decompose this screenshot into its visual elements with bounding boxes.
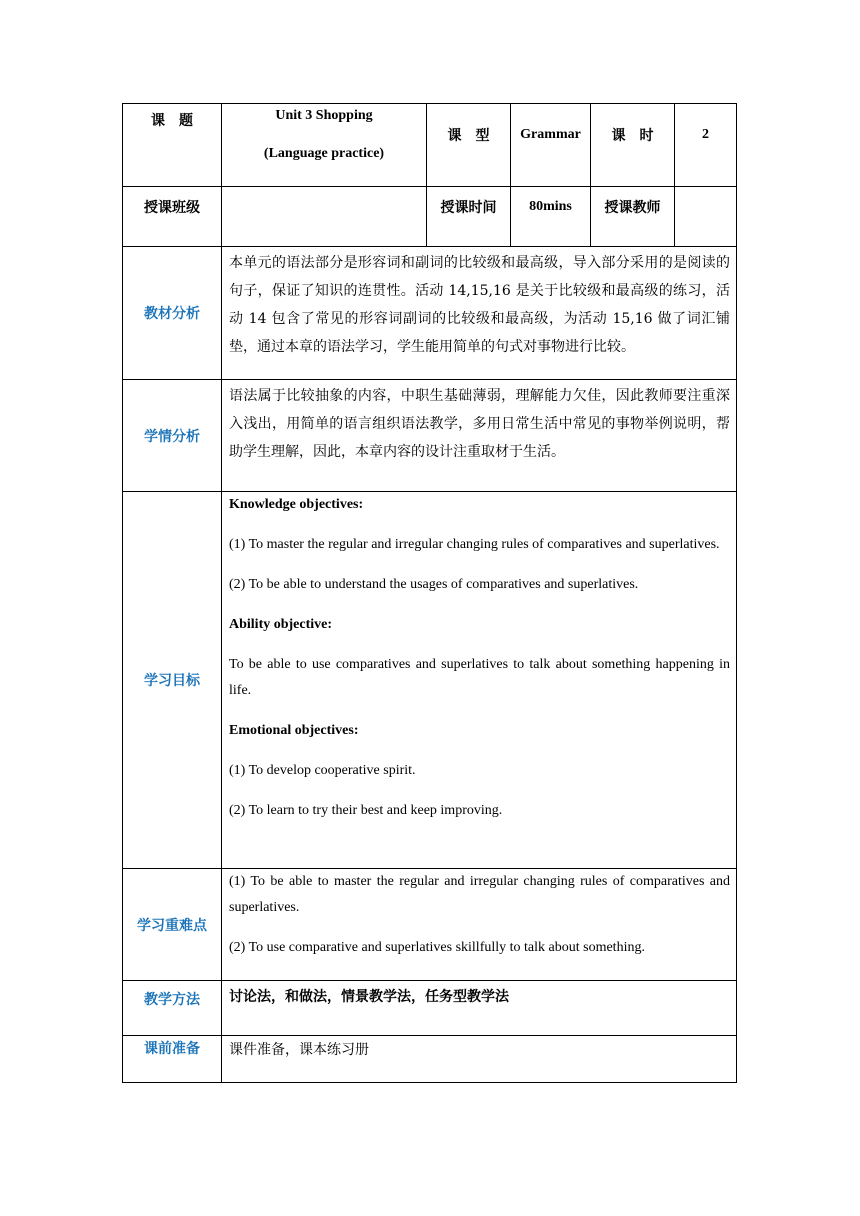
- period-label: 课 时: [611, 129, 654, 144]
- material-label: 教材分析: [144, 307, 200, 322]
- key-points-label-cell: [123, 869, 222, 981]
- emotional-heading: Emotional objectives:: [229, 723, 359, 738]
- class-label: 授课班级: [144, 201, 200, 216]
- ability-item-1: To be able to use comparatives and superlatives to talk about something happening in life.: [229, 657, 730, 698]
- material-text-cell: [222, 247, 737, 380]
- material-row: [123, 247, 737, 380]
- knowledge-item-2: (2) To be able to understand the usages of comparatives and superlatives.: [229, 577, 639, 592]
- key-points-label: 学习重难点: [137, 918, 207, 934]
- period-value: 2: [702, 127, 709, 142]
- lesson-title-line1: Unit 3 Shopping: [275, 108, 373, 123]
- type-label-cell: [427, 104, 511, 187]
- class-label-cell: [123, 187, 222, 247]
- period-label-cell: [591, 104, 675, 187]
- topic-label: 课 题: [151, 114, 193, 129]
- key-points-row: [123, 869, 737, 981]
- students-text: 语法属于比较抽象的内容，中职生基础薄弱，理解能力欠佳，因此教师要注重深入浅出，用简单的语言组织语法教学，多用日常生活中常见的事物举例说明，帮助学生理解，因此，本章内容的设计注重取材于生活。: [229, 388, 730, 460]
- teacher-value-cell: [675, 187, 737, 247]
- key-points-text-cell: [222, 869, 737, 981]
- class-value-cell: [222, 187, 427, 247]
- key-point-2: (2) To use comparative and superlatives skillfully to talk about something.: [229, 940, 645, 955]
- type-value-cell: [511, 104, 591, 187]
- emotional-item-2: (2) To learn to try their best and keep improving.: [229, 803, 503, 818]
- preparation-label-cell: [123, 1036, 222, 1083]
- type-value: Grammar: [520, 127, 581, 142]
- methods-row: [123, 981, 737, 1036]
- topic-label-cell: [123, 104, 222, 187]
- time-label: 授课时间: [440, 201, 497, 216]
- objectives-row: [123, 492, 737, 869]
- time-value-cell: [511, 187, 591, 247]
- objectives-label-cell: [123, 492, 222, 869]
- time-label-cell: [427, 187, 511, 247]
- preparation-text: 课件准备，课本练习册: [229, 1042, 369, 1058]
- methods-label-cell: [123, 981, 222, 1036]
- class-row: [123, 187, 737, 247]
- knowledge-item-1: (1) To master the regular and irregular changing rules of comparatives and superlatives.: [229, 537, 720, 552]
- preparation-text-cell: [222, 1036, 737, 1083]
- time-value: 80mins: [529, 199, 572, 214]
- teacher-label: 授课教师: [604, 201, 661, 216]
- lesson-title-line2: (Language practice): [263, 146, 385, 161]
- methods-label: 教学方法: [144, 993, 200, 1008]
- emotional-item-1: (1) To develop cooperative spirit.: [229, 763, 416, 778]
- students-text-cell: [222, 380, 737, 492]
- lesson-plan-table: [122, 103, 737, 1083]
- students-label-cell: [123, 380, 222, 492]
- header-row: [123, 104, 737, 187]
- key-point-1: (1) To be able to master the regular and irregular changing rules of comparatives and superlatives.: [229, 874, 730, 915]
- knowledge-heading: Knowledge objectives:: [229, 497, 364, 512]
- students-label: 学情分析: [144, 429, 200, 445]
- students-row: [123, 380, 737, 492]
- ability-heading: Ability objective:: [229, 617, 333, 632]
- type-label: 课 型: [447, 129, 490, 144]
- preparation-label: 课前准备: [144, 1042, 200, 1057]
- teacher-label-cell: [591, 187, 675, 247]
- objectives-label: 学习目标: [144, 674, 200, 689]
- material-text: 本单元的语法部分是形容词和副词的比较级和最高级，导入部分采用的是阅读的句子，保证了知识的连贯性。活动 14,15,16 是关于比较级和最高级的练习，活动 14 包含了常见的形容词副词的比较级和最高级，为活动 15,16 做了词汇铺垫，通过本章的语法学习，学生能用简单的句式对事物进行比较。: [229, 255, 730, 355]
- methods-text: 讨论法，和做法，情景教学法，任务型教学法: [229, 989, 509, 1005]
- preparation-row: [123, 1036, 737, 1083]
- period-value-cell: [675, 104, 737, 187]
- material-label-cell: [123, 247, 222, 380]
- objectives-text-cell: [222, 492, 737, 869]
- methods-text-cell: [222, 981, 737, 1036]
- lesson-title-cell: [222, 104, 427, 187]
